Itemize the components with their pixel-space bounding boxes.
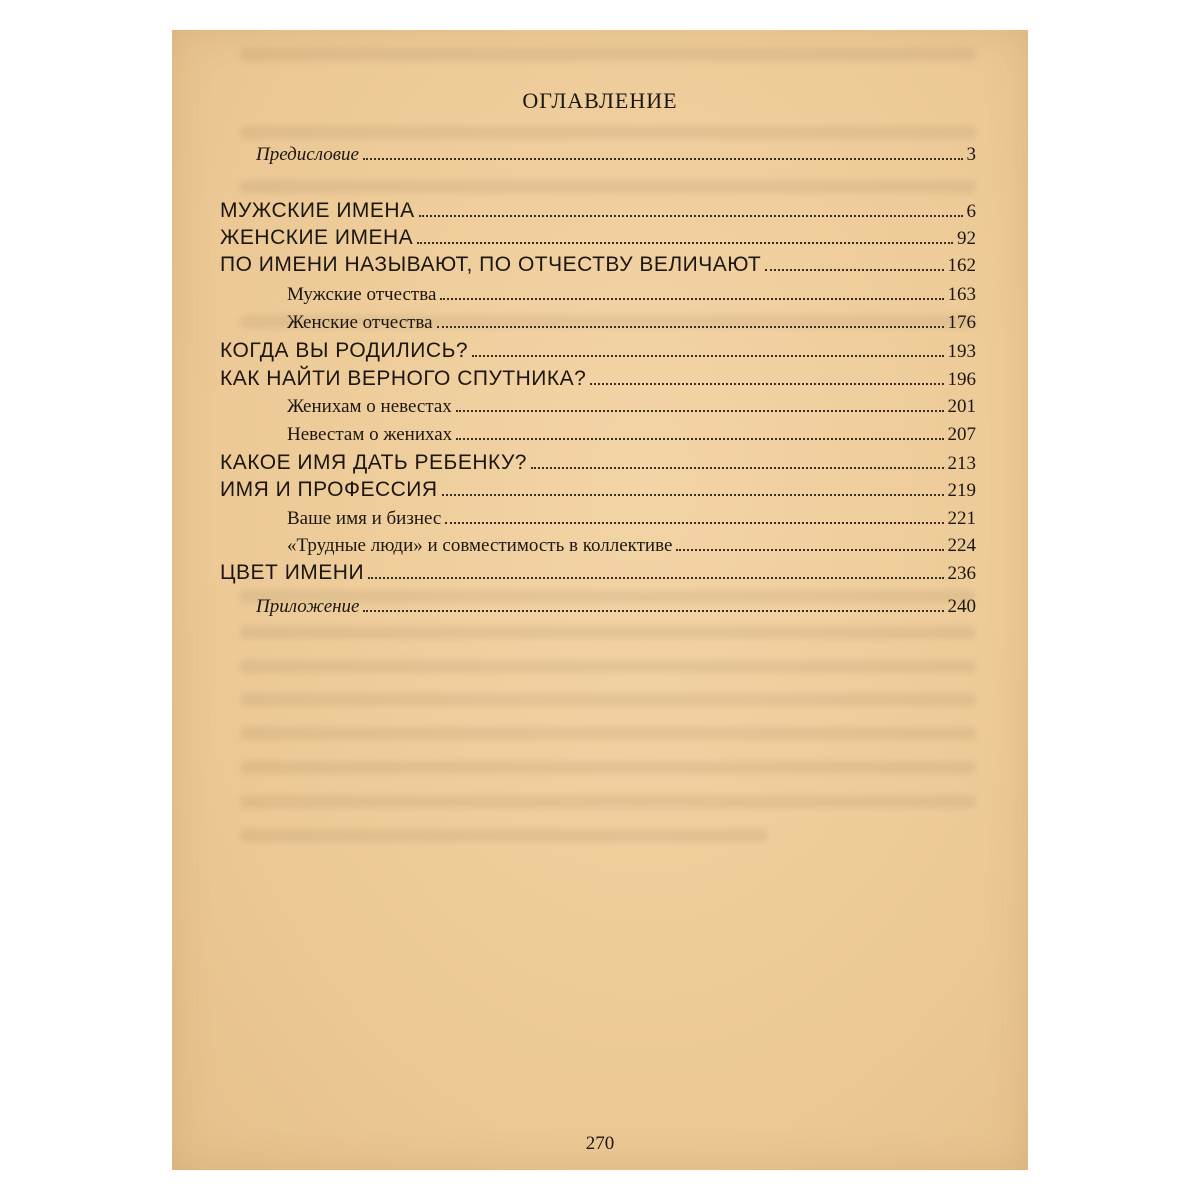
- dot-leader: [676, 549, 943, 551]
- toc-entry: [220, 367, 976, 391]
- toc-entry-label: Мужские отчества: [287, 284, 437, 305]
- toc-entry-label: КАК НАЙТИ ВЕРНОГО СПУТНИКА?: [220, 367, 587, 390]
- toc-entry-label: Приложение: [256, 596, 360, 617]
- bleed-through-line: [240, 126, 976, 139]
- toc-entry: [287, 535, 976, 557]
- toc-entry-page: 3: [966, 144, 976, 165]
- dot-leader: [417, 242, 953, 244]
- toc-entry-label: Невестам о женихах: [287, 424, 453, 445]
- toc-entry: [220, 226, 976, 250]
- toc-entry: [220, 199, 976, 223]
- dot-leader: [368, 577, 943, 579]
- toc-entry-page: 176: [947, 312, 976, 333]
- toc-entry-page: 221: [947, 508, 976, 529]
- dot-leader: [363, 158, 963, 160]
- toc-entry-page: 92: [957, 228, 976, 249]
- dot-leader: [531, 467, 944, 469]
- dot-leader: [472, 355, 943, 357]
- toc-entry: [287, 284, 976, 306]
- toc-entry: [220, 561, 976, 585]
- toc-entry: [287, 396, 976, 418]
- toc-entry-label: Женские отчества: [287, 312, 433, 333]
- toc-entry-label: ПО ИМЕНИ НАЗЫВАЮТ, ПО ОТЧЕСТВУ ВЕЛИЧАЮТ: [220, 253, 762, 276]
- bleed-through-line: [240, 660, 976, 673]
- toc-entry: [287, 312, 976, 334]
- toc-entry-label: «Трудные люди» и совместимость в коллективе: [287, 535, 673, 556]
- bleed-through-line: [240, 795, 976, 808]
- toc-entry: [220, 478, 976, 502]
- bleed-through-line: [240, 761, 976, 774]
- toc-entry-page: 201: [947, 396, 976, 417]
- toc-title: ОГЛАВЛЕНИЕ: [522, 88, 678, 113]
- bleed-through-line: [240, 48, 976, 61]
- bleed-through-line: [240, 727, 976, 740]
- toc-entry-label: ИМЯ И ПРОФЕССИЯ: [220, 478, 438, 501]
- dot-leader: [440, 298, 943, 300]
- toc-entry-page: 193: [947, 341, 976, 362]
- toc-entry-label: МУЖСКИЕ ИМЕНА: [220, 199, 415, 222]
- toc-entry: [287, 508, 976, 530]
- bleed-through-line: [240, 693, 976, 706]
- toc-entry-page: 213: [947, 453, 976, 474]
- toc-entry-page: 6: [966, 201, 976, 222]
- dot-leader: [456, 438, 943, 440]
- toc-entry-page: 236: [947, 563, 976, 584]
- dot-leader: [419, 215, 963, 217]
- toc-entry-page: 207: [947, 424, 976, 445]
- toc-entry: [256, 596, 976, 618]
- toc-entry-label: Женихам о невестах: [287, 396, 452, 417]
- bleed-through-line: [240, 180, 976, 193]
- toc-entry-label: ЦВЕТ ИМЕНИ: [220, 561, 365, 584]
- toc-entry-page: 224: [947, 535, 976, 556]
- dot-leader: [590, 383, 943, 385]
- toc-entry-label: КОГДА ВЫ РОДИЛИСЬ?: [220, 339, 469, 362]
- toc-entry: [220, 451, 976, 475]
- toc-entry-label: ЖЕНСКИЕ ИМЕНА: [220, 226, 414, 249]
- toc-entry: [220, 339, 976, 363]
- dot-leader: [442, 494, 944, 496]
- toc-entry-page: 163: [947, 284, 976, 305]
- dot-leader: [445, 522, 943, 524]
- toc-entry-page: 240: [947, 596, 976, 617]
- dot-leader: [456, 410, 944, 412]
- toc-entry: [287, 424, 976, 446]
- toc-entry-page: 219: [947, 480, 976, 501]
- bleed-through-line: [240, 829, 768, 842]
- dot-leader: [765, 269, 943, 271]
- dot-leader: [363, 610, 943, 612]
- toc-entry-page: 162: [947, 255, 976, 276]
- page-number: 270: [585, 1133, 615, 1154]
- toc-entry: [256, 144, 976, 166]
- book-page: [172, 30, 1028, 1170]
- toc-entry: [220, 253, 976, 277]
- bleed-through-line: [240, 626, 976, 639]
- dot-leader: [437, 326, 944, 328]
- toc-entry-label: Ваше имя и бизнес: [287, 508, 442, 529]
- toc-entry-label: Предисловие: [256, 144, 359, 165]
- toc-entry-label: КАКОЕ ИМЯ ДАТЬ РЕБЕНКУ?: [220, 451, 527, 474]
- toc-entry-page: 196: [947, 369, 976, 390]
